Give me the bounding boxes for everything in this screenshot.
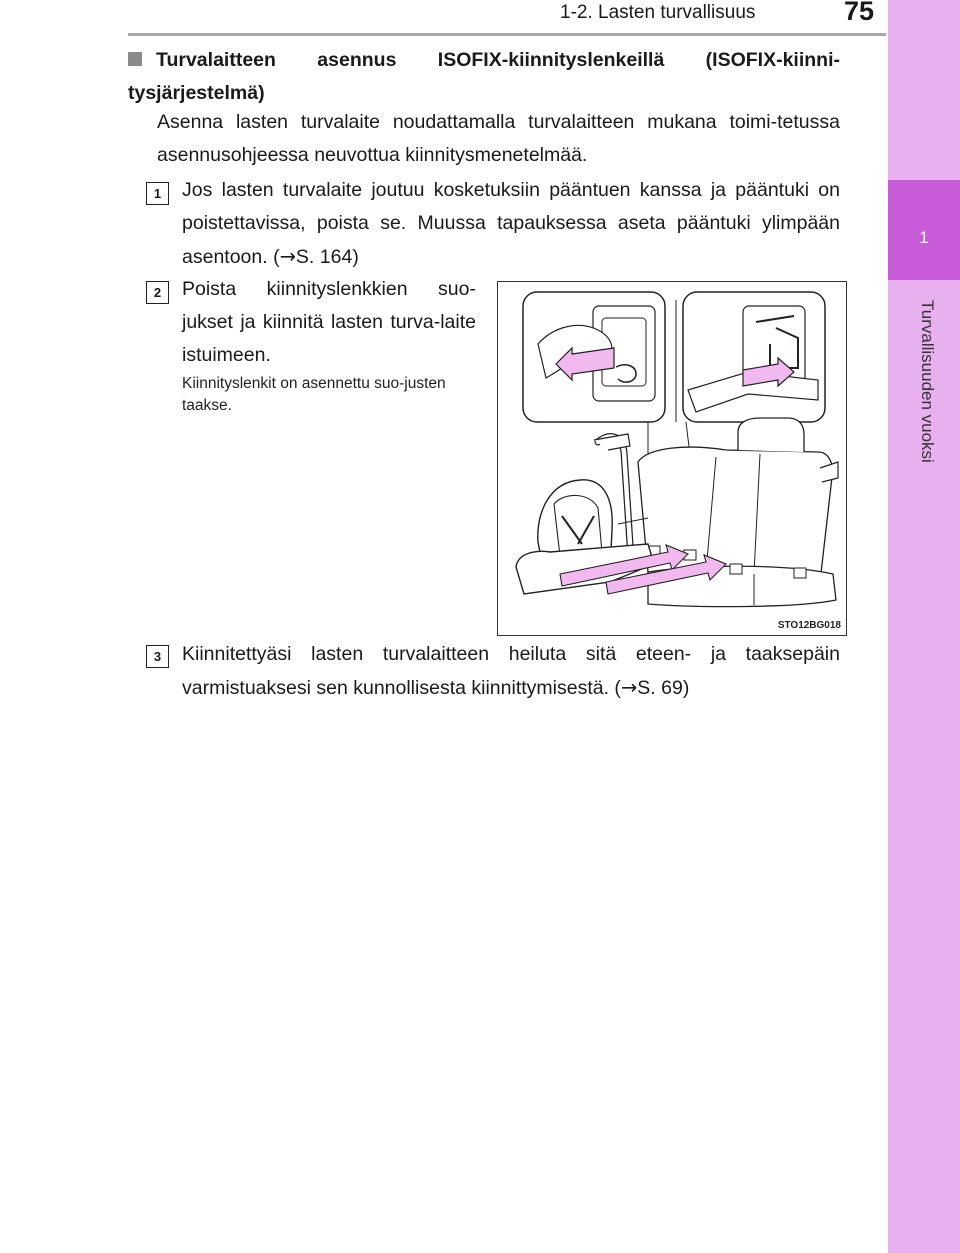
step-1-badge: 1 <box>146 182 169 205</box>
arrow-right-icon: → <box>279 245 296 268</box>
page-number: 75 <box>844 0 875 26</box>
step-2-badge: 2 <box>146 281 169 304</box>
square-bullet-icon <box>128 52 142 66</box>
chapter-number: 1 <box>919 228 929 247</box>
intro-paragraph: Asenna lasten turvalaite noudattamalla turvalaitteen mukana toimi-tetussa asennusohjeessa neuvottua kiinnitysmenetelmää. <box>157 111 840 166</box>
step-2-note: Kiinnityslenkit on asennettu suo-justen taakse. <box>182 375 446 414</box>
isofix-illustration <box>497 281 847 636</box>
figure-code: STO12BG018 <box>777 620 841 631</box>
section-heading-text: Turvalaitteen asennus ISOFIX-kiinnityslenkeillä (ISOFIX-kiinni-tysjärjestelmä) <box>128 49 840 104</box>
section-heading <box>128 44 840 110</box>
step-3-badge: 3 <box>146 645 169 668</box>
isofix-illustration-drawing <box>498 282 846 635</box>
step-1-page-ref[interactable]: S. 164 <box>295 246 353 268</box>
chapter-label: Turvallisuuden vuoksi <box>918 300 937 463</box>
arrow-right-icon: → <box>620 676 638 699</box>
step-2-text: Poista kiinnityslenkkien suo-jukset ja kiinnitä lasten turva-laite istuimeen. <box>182 278 476 366</box>
step-3-text: Kiinnitettyäsi lasten turvalaitteen heiluta sitä eteen- ja taaksepäin varmistuaksesi sen kunnollisesta kiinnittymisestä. (→S. 69) <box>182 643 840 699</box>
step-1-text: Jos lasten turvalaite joutuu kosketuksiin pääntuen kanssa ja pääntuki on poistettavissa, poista se. Muussa tapauksessa aseta pääntuki ylimpään asentoon. (→S. 164) <box>182 179 840 268</box>
step-3-page-ref[interactable]: S. 69 <box>637 677 683 699</box>
header-rule <box>128 33 886 36</box>
section-title: 1-2. Lasten turvallisuus <box>560 2 756 23</box>
